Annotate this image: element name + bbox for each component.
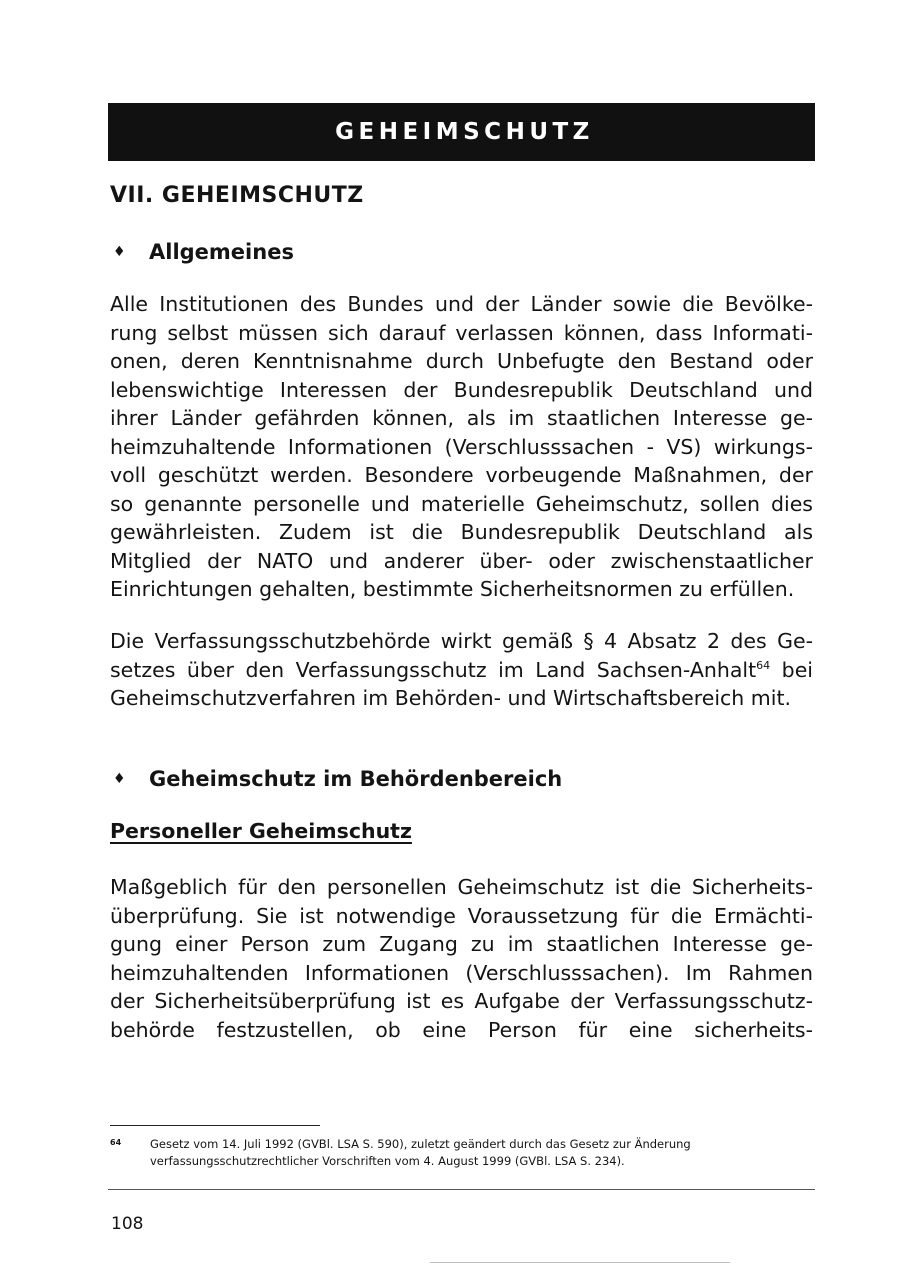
chapter-banner-text: GEHEIMSCHUTZ xyxy=(335,119,594,145)
text-line: voll geschützt werden. Besondere vorbeugende Maßnahmen, der xyxy=(110,463,813,487)
text-line: behörde festzustellen, ob eine Person für eine sicherheits- xyxy=(110,1017,813,1042)
text-line: der Sicherheitsüberprüfung ist es Aufgabe der Verfassungsschutz- xyxy=(110,989,813,1013)
page-footer-divider xyxy=(108,1189,815,1190)
text-line: Einrichtungen gehalten, bestimmte Sicherheitsnormen zu erfüllen. xyxy=(110,577,795,601)
text-fragment: setzes über den Verfassungsschutz im Land Sachsen-Anhalt xyxy=(110,657,757,682)
scan-artifact-line xyxy=(430,1262,730,1263)
text-line: Maßgeblich für den personellen Geheimschutz ist die Sicherheits- xyxy=(110,875,813,899)
chapter-banner xyxy=(108,103,815,161)
diamond-bullet-icon: ♦ xyxy=(113,771,126,787)
section-heading-general xyxy=(113,240,294,264)
section-heading-text: Geheimschutz im Behördenbereich xyxy=(149,767,563,791)
paragraph-personnel-security xyxy=(110,873,813,1044)
text-line xyxy=(110,656,813,685)
text-line: heimzuhaltende Informationen (Verschlusssachen - VS) wirkungs- xyxy=(110,434,813,459)
text-line: lebenswichtige Interessen der Bundesrepublik Deutschland und xyxy=(110,377,813,402)
paragraph-general-2 xyxy=(110,627,813,713)
text-line: Geheimschutzverfahren im Behörden- und Wirtschaftsbereich mit. xyxy=(110,686,792,710)
text-line: onen, deren Kenntnisnahme durch Unbefugte den Bestand oder xyxy=(110,349,813,373)
text-line: Die Verfassungsschutzbehörde wirkt gemäß § 4 Absatz 2 des Ge- xyxy=(110,629,813,653)
text-line: Alle Institutionen des Bundes und der Länder sowie die Bevölke- xyxy=(110,292,813,316)
footnote-divider xyxy=(110,1125,320,1126)
text-line: rung selbst müssen sich darauf verlassen können, dass Informati- xyxy=(110,320,813,345)
chapter-title: VII. GEHEIMSCHUTZ xyxy=(110,183,364,208)
text-line: Mitglied der NATO und anderer über- oder zwischenstaatlicher xyxy=(110,548,813,573)
footnote-reference: 64 xyxy=(756,658,771,672)
text-line: heimzuhaltenden Informationen (Verschlusssachen). Im Rahmen xyxy=(110,960,813,985)
section-heading-authorities xyxy=(113,767,562,791)
page-number: 108 xyxy=(111,1214,144,1234)
section-heading-text: Allgemeines xyxy=(149,240,294,264)
footnote-line: verfassungsschutzrechtlicher Vorschriften vom 4. August 1999 (GVBl. LSA S. 234). xyxy=(150,1154,625,1168)
text-line: gewährleisten. Zudem ist die Bundesrepublik Deutschland als xyxy=(110,520,813,544)
diamond-bullet-icon: ♦ xyxy=(113,244,126,260)
subheading-personnel-security: Personeller Geheimschutz xyxy=(110,819,412,843)
text-line: gung einer Person zum Zugang zu im staatlichen Interesse ge- xyxy=(110,932,813,956)
footnote-marker: 64 xyxy=(110,1138,122,1147)
text-line: so genannte personelle und materielle Geheimschutz, sollen dies xyxy=(110,491,813,516)
text-line: überprüfung. Sie ist notwendige Voraussetzung für die Ermächti- xyxy=(110,903,813,928)
footnote xyxy=(110,1136,813,1170)
paragraph-general-1 xyxy=(110,290,813,604)
text-line: ihrer Länder gefährden können, als im staatlichen Interesse ge- xyxy=(110,406,813,430)
footnote-line: Gesetz vom 14. Juli 1992 (GVBl. LSA S. 590), zuletzt geändert durch das Gesetz zur Änderung xyxy=(150,1137,691,1151)
text-fragment: bei xyxy=(770,657,814,682)
